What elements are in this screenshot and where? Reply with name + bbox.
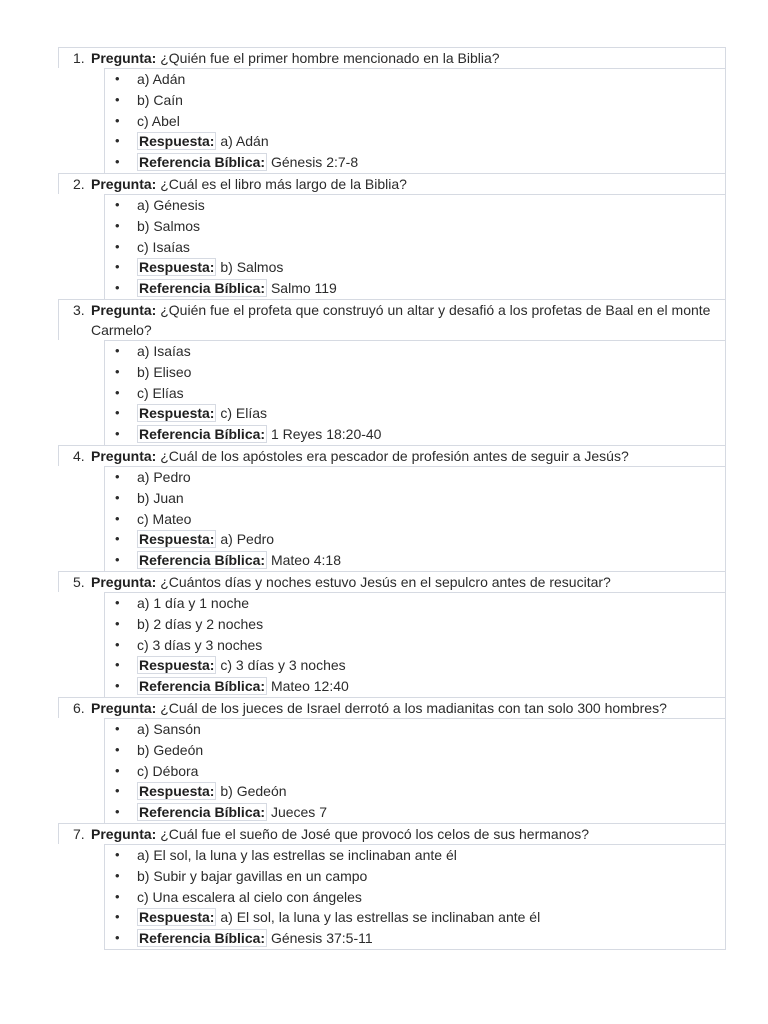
reference-label: Referencia Bíblica: xyxy=(139,426,266,443)
option-a: • a) El sol, la luna y las estrellas se inclinaban ante él xyxy=(105,845,725,866)
option-a: • a) Adán xyxy=(105,69,725,90)
question-line xyxy=(58,823,726,844)
options-list xyxy=(104,194,726,299)
reference-label: Referencia Bíblica: xyxy=(139,930,266,947)
reference-text: Génesis 37:5-11 xyxy=(270,930,373,947)
question-line xyxy=(58,697,726,718)
answer-text: a) Adán xyxy=(220,133,269,150)
quiz-document xyxy=(58,47,726,950)
answer-item xyxy=(105,257,725,278)
question-number: 3. xyxy=(73,301,85,318)
option-c: • c) Isaías xyxy=(105,237,725,258)
question-label: Pregunta: xyxy=(91,573,157,590)
answer-label: Respuesta: xyxy=(139,133,215,150)
question-number: 6. xyxy=(73,699,85,716)
option-c: • c) Una escalera al cielo con ángeles xyxy=(105,887,725,908)
question-line xyxy=(58,299,726,340)
reference-text: 1 Reyes 18:20-40 xyxy=(270,426,382,443)
option-a: • a) Sansón xyxy=(105,719,725,740)
option-c: • c) 3 días y 3 noches xyxy=(105,635,725,656)
question-item xyxy=(58,173,726,299)
question-text: ¿Cuántos días y noches estuvo Jesús en el sepulcro antes de resucitar? xyxy=(160,573,611,590)
reference-item xyxy=(105,676,725,697)
answer-item xyxy=(105,529,725,550)
answer-item xyxy=(105,655,725,676)
question-number: 4. xyxy=(73,447,85,464)
reference-item xyxy=(105,278,725,299)
question-label: Pregunta: xyxy=(91,175,157,192)
answer-label: Respuesta: xyxy=(139,405,215,422)
question-number: 5. xyxy=(73,573,85,590)
option-a: • a) Génesis xyxy=(105,195,725,216)
question-item xyxy=(58,571,726,697)
option-c: • c) Débora xyxy=(105,761,725,782)
options-list xyxy=(104,718,726,823)
question-item xyxy=(58,823,726,950)
option-c: • c) Mateo xyxy=(105,509,725,530)
reference-text: Génesis 2:7-8 xyxy=(270,154,359,171)
option-b: • b) 2 días y 2 noches xyxy=(105,614,725,635)
options-list xyxy=(104,68,726,173)
options-list xyxy=(104,844,726,949)
options-list xyxy=(104,340,726,445)
question-number: 1. xyxy=(73,50,85,66)
answer-text: c) 3 días y 3 noches xyxy=(220,657,346,674)
question-text: ¿Cuál es el libro más largo de la Biblia? xyxy=(160,175,407,192)
reference-text: Mateo 4:18 xyxy=(270,552,342,569)
reference-text: Jueces 7 xyxy=(270,804,327,821)
reference-item xyxy=(105,802,725,823)
question-line xyxy=(58,47,726,68)
option-c: • c) Abel xyxy=(105,111,725,132)
reference-item xyxy=(105,928,725,949)
option-b: • b) Subir y bajar gavillas en un campo xyxy=(105,866,725,887)
options-list xyxy=(104,592,726,697)
answer-text: a) El sol, la luna y las estrellas se inclinaban ante él xyxy=(220,909,541,926)
answer-label: Respuesta: xyxy=(139,657,215,674)
answer-item xyxy=(105,781,725,802)
question-line xyxy=(58,173,726,194)
question-line xyxy=(58,445,726,466)
question-text: ¿Cuál de los jueces de Israel derrotó a los madianitas con tan solo 300 hombres? xyxy=(160,699,667,716)
option-b: • b) Salmos xyxy=(105,216,725,237)
answer-text: c) Elías xyxy=(220,405,268,422)
question-item xyxy=(58,697,726,823)
option-b: • b) Eliseo xyxy=(105,362,725,383)
question-label: Pregunta: xyxy=(91,447,157,464)
reference-label: Referencia Bíblica: xyxy=(139,678,266,695)
option-a: • a) 1 día y 1 noche xyxy=(105,593,725,614)
options-list xyxy=(104,466,726,571)
reference-text: Salmo 119 xyxy=(270,280,337,297)
question-text: ¿Quién fue el profeta que construyó un altar y desafió a los profetas de Baal en el monte Carmelo? xyxy=(91,301,711,338)
question-item xyxy=(58,47,726,173)
reference-label: Referencia Bíblica: xyxy=(139,154,266,171)
answer-text: a) Pedro xyxy=(220,531,275,548)
option-b: • b) Juan xyxy=(105,488,725,509)
question-text: ¿Cuál de los apóstoles era pescador de profesión antes de seguir a Jesús? xyxy=(160,447,629,464)
question-number: 7. xyxy=(73,825,85,842)
answer-item xyxy=(105,403,725,424)
question-label: Pregunta: xyxy=(91,50,157,66)
question-label: Pregunta: xyxy=(91,825,157,842)
reference-label: Referencia Bíblica: xyxy=(139,804,266,821)
question-item xyxy=(58,299,726,445)
question-text: ¿Cuál fue el sueño de José que provocó los celos de sus hermanos? xyxy=(160,825,590,842)
answer-text: b) Gedeón xyxy=(220,783,287,800)
list-bottom-border xyxy=(104,949,726,950)
option-b: • b) Gedeón xyxy=(105,740,725,761)
answer-item xyxy=(105,131,725,152)
answer-text: b) Salmos xyxy=(220,259,284,276)
reference-label: Referencia Bíblica: xyxy=(139,552,266,569)
reference-text: Mateo 12:40 xyxy=(270,678,349,695)
question-label: Pregunta: xyxy=(91,301,157,318)
answer-label: Respuesta: xyxy=(139,783,215,800)
option-c: • c) Elías xyxy=(105,383,725,404)
option-b: • b) Caín xyxy=(105,90,725,111)
option-a: • a) Isaías xyxy=(105,341,725,362)
answer-label: Respuesta: xyxy=(139,531,215,548)
question-text: ¿Quién fue el primer hombre mencionado en la Biblia? xyxy=(160,50,500,66)
answer-label: Respuesta: xyxy=(139,909,215,926)
question-number: 2. xyxy=(73,175,85,192)
question-label: Pregunta: xyxy=(91,699,157,716)
option-a: • a) Pedro xyxy=(105,467,725,488)
reference-item xyxy=(105,550,725,571)
answer-label: Respuesta: xyxy=(139,259,215,276)
reference-label: Referencia Bíblica: xyxy=(139,280,266,297)
question-line xyxy=(58,571,726,592)
answer-item xyxy=(105,907,725,928)
reference-item xyxy=(105,152,725,173)
reference-item xyxy=(105,424,725,445)
question-item xyxy=(58,445,726,571)
